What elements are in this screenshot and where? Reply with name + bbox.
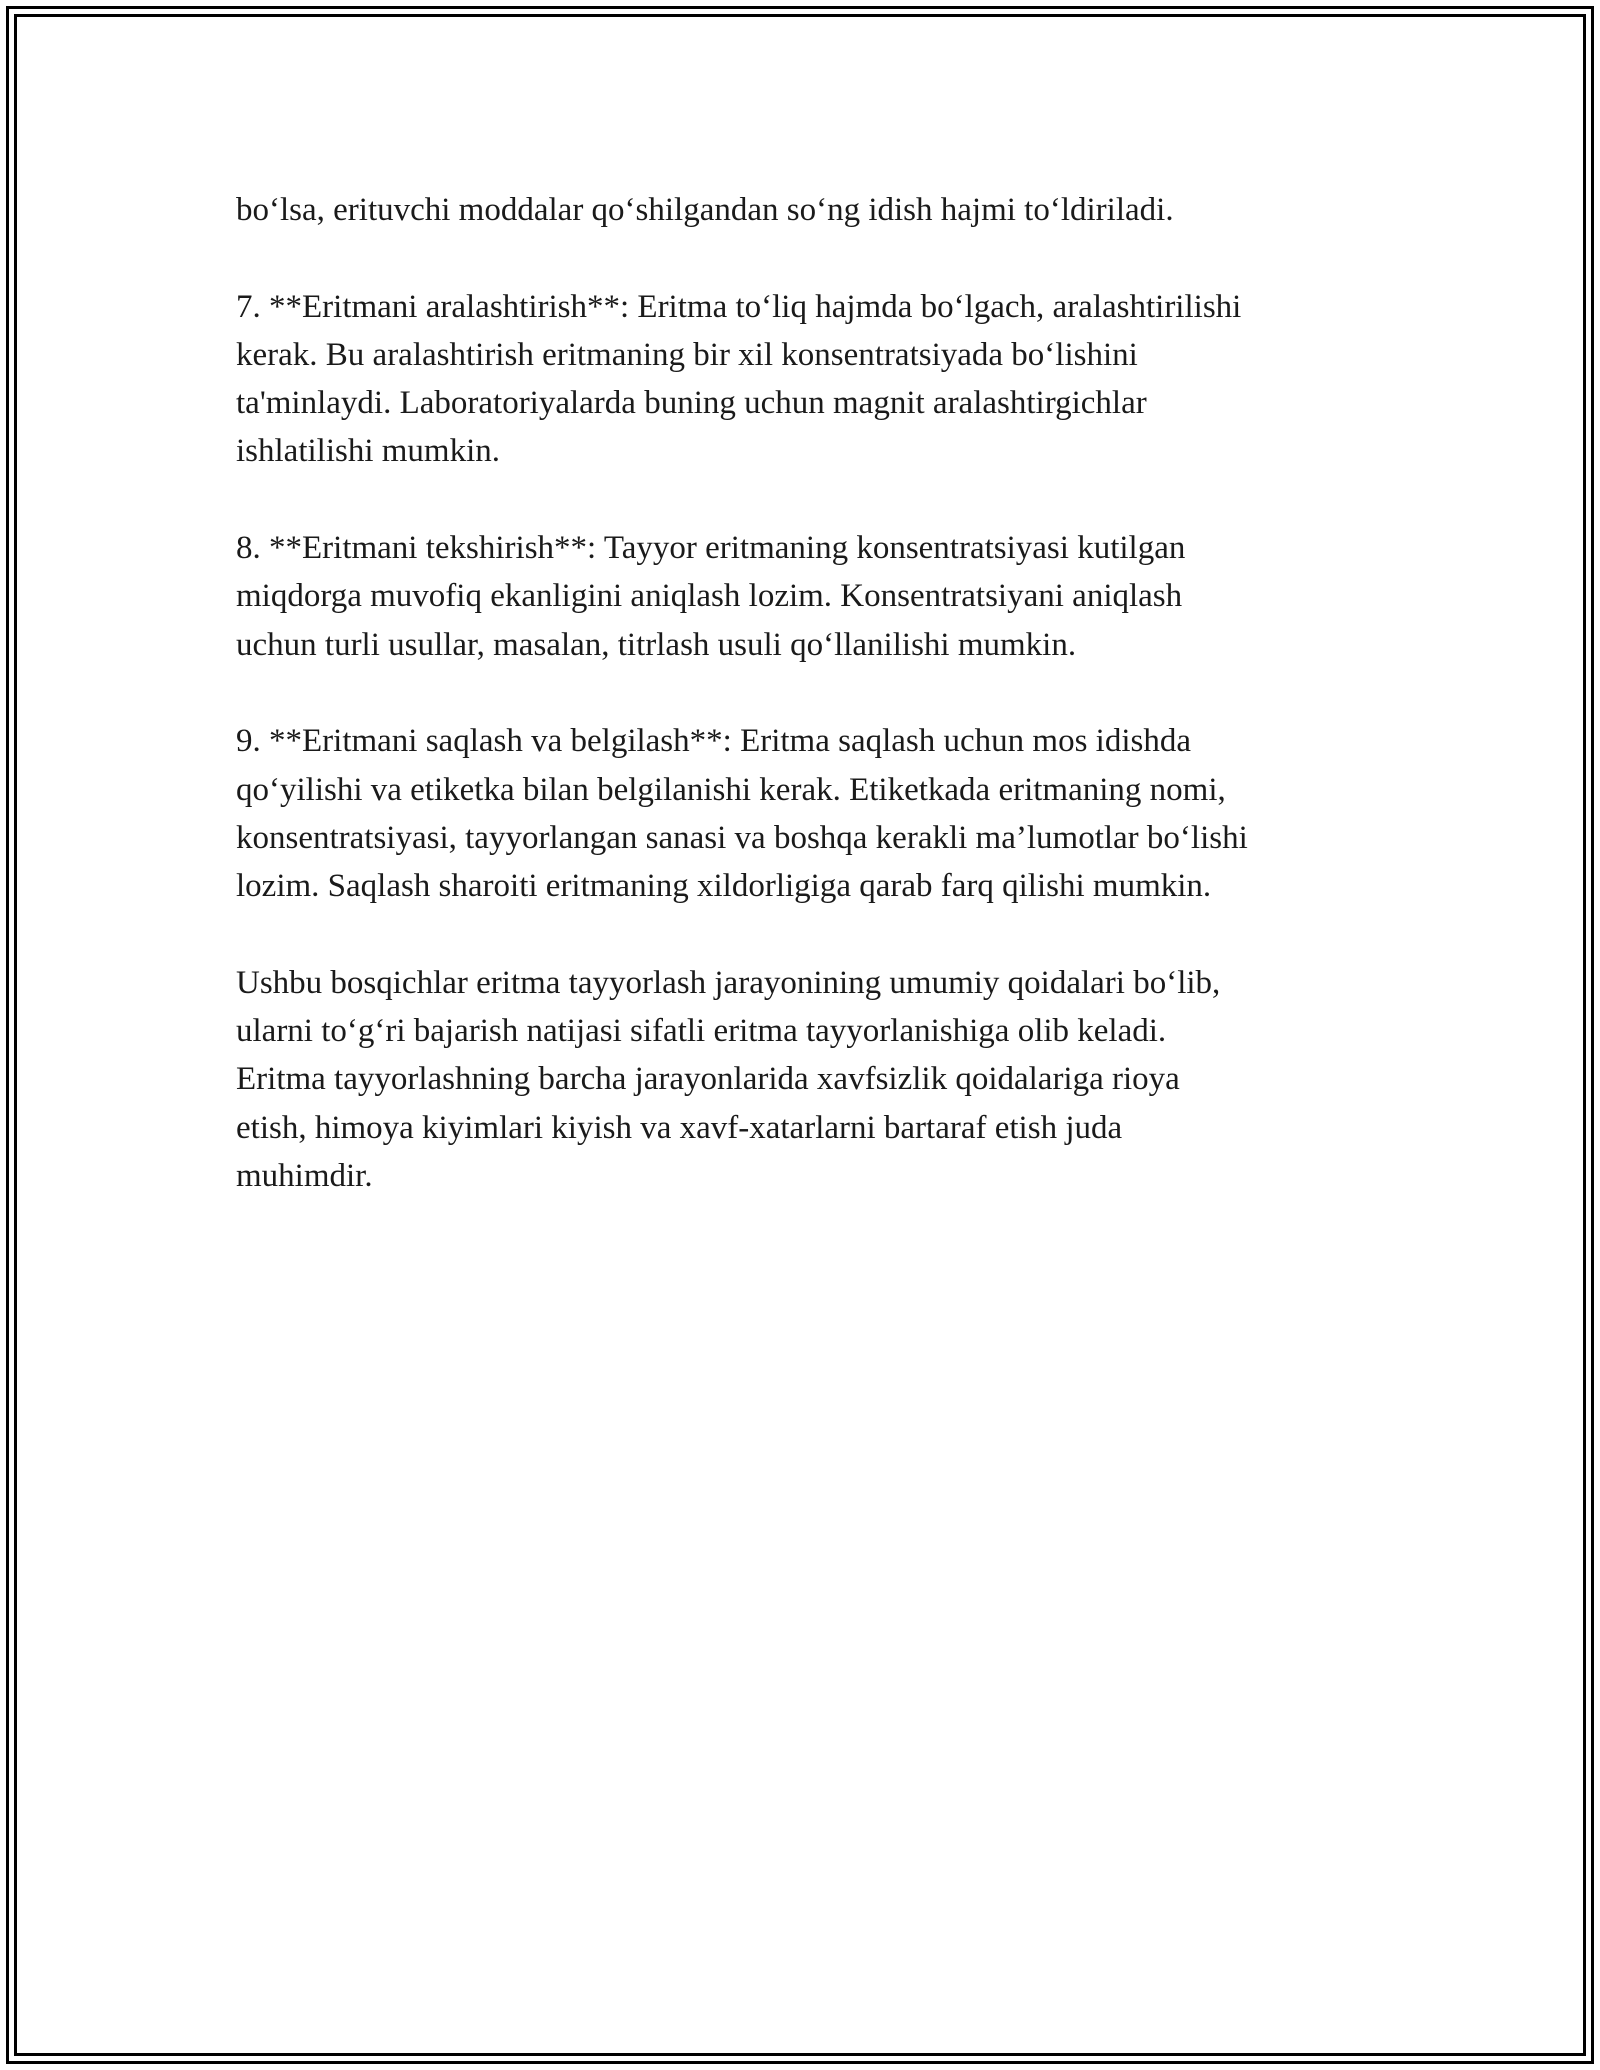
paragraph-continuation: bo‘lsa, erituvchi moddalar qo‘shilgandan so‘ng idish hajmi to‘ldiriladi. — [236, 192, 1174, 228]
paragraph-conclusion: Ushbu bosqichlar eritma tayyorlash jarayonining umumiy qoidalari bo‘lib, ularni to‘g‘ri bajarish natijasi sifatli eritma tayyorlanishiga olib keladi. Eritma tayyorlashning barcha jarayonlarida xavfsizlik qoidalariga rioya etish, himoya kiyimlari kiyish va xavf-xatarlarni bartaraf etish juda muhimdir. — [236, 964, 1221, 1194]
paragraph-step-9-storage-labeling: 9. **Eritmani saqlash va belgilash**: Eritma saqlash uchun mos idishda qo‘yilishi va etiketka bilan belgilanishi kerak. Etiketkada eritmaning nomi, konsentratsiyasi, tayyorlangan sanasi va boshqa kerakli ma’lumotlar bo‘lishi lozim. Saqlash sharoiti eritmaning xildorligiga qarab farq qilishi mumkin. — [236, 723, 1248, 905]
document-body — [236, 186, 1386, 1249]
paragraph-step-8-checking: 8. **Eritmani tekshirish**: Tayyor eritmaning konsentratsiyasi kutilgan miqdorga muvofiq ekanligini aniqlash lozim. Konsentratsiyani aniqlash uchun turli usullar, masalan, titrlash usuli qo‘llanilishi mumkin. — [236, 530, 1186, 663]
paragraph-step-7-mixing: 7. **Eritmani aralashtirish**: Eritma to‘liq hajmda bo‘lgach, aralashtirilishi kerak. Bu aralashtirish eritmaning bir xil konsentratsiyada bo‘lishini ta'minlaydi. Laboratoriyalarda buning uchun magnit aralashtirgichlar ishlatilishi mumkin. — [236, 288, 1242, 470]
